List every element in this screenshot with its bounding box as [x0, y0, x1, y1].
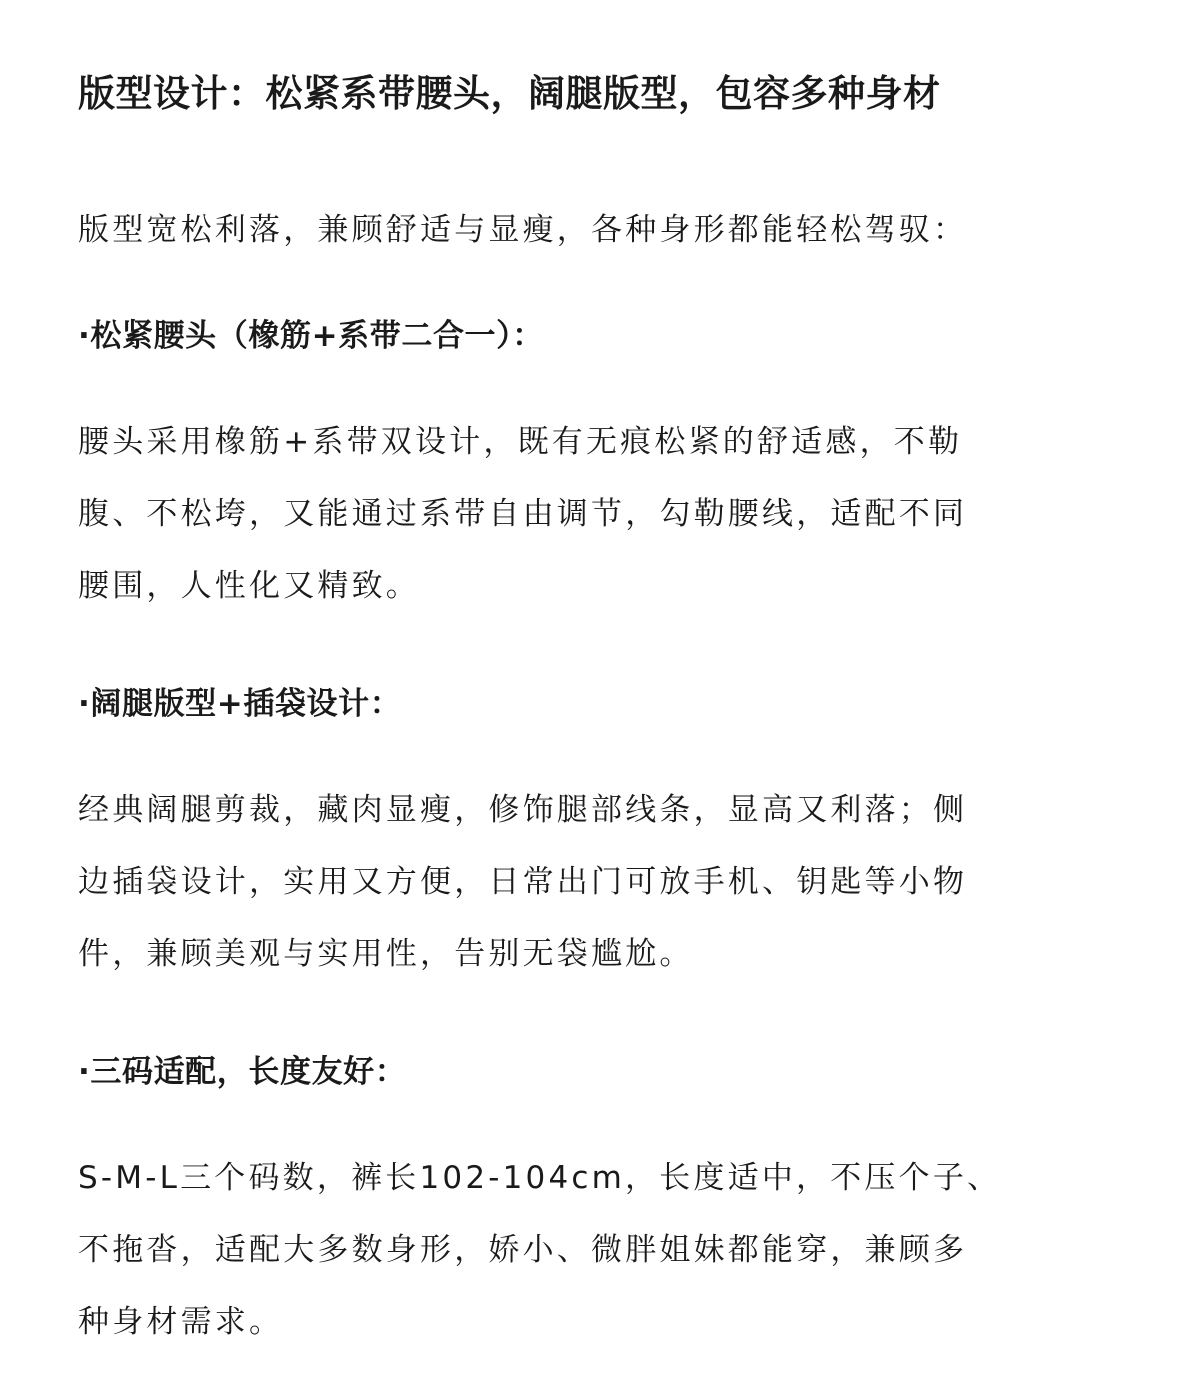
- body-line: 件，兼顾美观与实用性，告别无袋尴尬。: [78, 936, 694, 972]
- section-body: [78, 1142, 1124, 1358]
- page-title: 版型设计：松紧系带腰头，阔腿版型，包容多种身材: [78, 72, 941, 115]
- intro-paragraph: 版型宽松利落，兼顾舒适与显瘦，各种身形都能轻松驾驭：: [78, 212, 968, 248]
- section-heading: ·松紧腰头（橡筋+系带二合一）：: [78, 318, 544, 354]
- body-line: 腰头采用橡筋+系带双设计，既有无痕松紧的舒适感，不勒: [78, 424, 963, 460]
- body-line: 边插袋设计，实用又方便，日常出门可放手机、钥匙等小物: [78, 864, 968, 900]
- body-line: 腰围，人性化又精致。: [78, 568, 420, 604]
- body-line: 经典阔腿剪裁，藏肉显瘦，修饰腿部线条，显高又利落；侧: [78, 792, 968, 828]
- body-line: 种身材需求。: [78, 1304, 284, 1340]
- body-line: 腹、不松垮，又能通过系带自由调节，勾勒腰线，适配不同: [78, 496, 968, 532]
- section-sizes: [78, 1048, 1124, 1358]
- section-waistband: [78, 312, 1124, 622]
- section-body: [78, 406, 1124, 622]
- section-heading: ·阔腿版型+插袋设计：: [78, 686, 402, 722]
- body-line: S-M-L三个码数，裤长102-104cm，长度适中，不压个子、: [78, 1160, 1002, 1196]
- body-line: 不拖沓，适配大多数身形，娇小、微胖姐妹都能穿，兼顾多: [78, 1232, 968, 1268]
- section-wide-leg: [78, 680, 1124, 990]
- section-body: [78, 774, 1124, 990]
- section-heading: ·三码适配，长度友好：: [78, 1054, 407, 1090]
